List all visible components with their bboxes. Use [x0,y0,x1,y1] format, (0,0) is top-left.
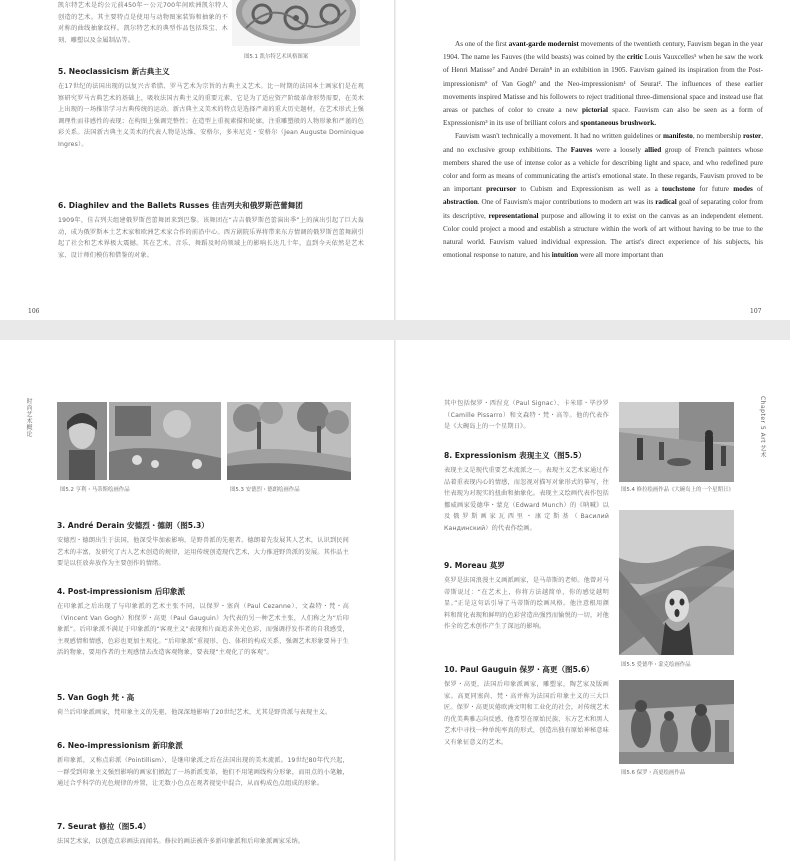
section-neoclassicism [58,66,364,151]
text-run: . One of Fauvism's major contributions to modern art was its [477,198,656,207]
section-heading: 6. Diaghilev and the Ballets Russes 佳吉列夫和俄罗斯芭蕾舞团 [58,201,303,210]
keyword: manifesto [662,132,693,141]
figure-5-4-image [619,402,734,482]
text-run: Fauvism wasn't technically a movement. It had no written guidelines or [455,132,663,141]
keyword: avant-garde modernist [508,40,579,48]
figure-5-6-caption: 图5.6 保罗・高更绘画作品 [621,770,686,776]
section-moreau [444,560,609,633]
keyword: radical [655,198,677,207]
section-derain [57,520,349,570]
seurat-continuation-text: 其中包括保罗・西涅克（Paul Signac）、卡米耶・毕沙罗（Camille Pissarro）和文森特・梵・高等。他的代表作是《大碗岛上的一个星期日》。 [444,400,609,431]
text-run: movements of the twentieth century, Fauvism began in the year 1904. The name les Fauves (the wild beasts) was coined by the [443,40,763,62]
celtic-pattern-image [232,0,360,46]
page-number-left: 106 [28,308,40,315]
section-body: 安德烈・德朗出生于法国，他深受毕加索影响，是野兽派的先驱者。德朗着先发展其人艺术，认识到民间艺术的丰富，发研究了古人艺术创造的规律，运用传统创造现代艺术，大力推进野兽派的发展。其作品主要是以狂放奔放作为主要创作的情绪。 [57,537,349,568]
section-gauguin [444,664,609,749]
text-run: goal of separating color from its descriptive, [443,198,763,220]
section-post-impressionism [57,586,349,659]
figure-5-2-image [57,402,221,480]
section-body: 保罗・高更，法国后印象派画家，雕塑家，陶艺家及版画家。高更同塞尚、梵・高并称为法国后印象主义的三大巨匠。保罗・高更厌倦欧洲文明和工业化的社会，对传统艺术的优美典雅志向反感，他希望在原始民族、东方艺术和黑人艺术中寻找一种单纯率真的形式，创造出独有原始神秘意味又有象征意义的艺术。 [444,681,609,746]
side-tab-right: Chapter 5 Art 艺术 [759,396,766,459]
text-run: space. Fauvism can also be seen as a form of Expressionism³ in its use of brilliant colors and [443,106,763,128]
section-body: 在17世纪的法国出现的以复兴古希腊、罗马艺术为宗旨的古典主义艺术。比一时期的法国本土画家们是在观察研究罗马古典艺术的基础上，吸收法国古典主义的重要元素，它是为了适应资产阶级革命形势需要，在美术上出现的一场推崇学习古典传统的运动。新古典主义美术的特点是选择严肃的重大历史题材，在艺术形式上强调理性而非感性的表现；在构图上强调完整性；在造型上重视素描和轮廓，注重雕塑般的人物形象和严谨的色彩关系。法国新古典主义美术的代表人物是达维、安格尔，多米尼克・安格尔（Jean Auguste Dominique Ingres）。 [58,83,364,148]
section-heading: 8. Expressionism 表现主义（图5.5） [444,451,586,460]
section-heading: 10. Paul Gauguin 保罗・高更（图5.6） [444,665,594,674]
section-body: 在印象派之后出现了与印象派的艺术主张不同，以保罗・塞尚（Paul Cezanne）、文森特・梵・高（Vincent Van Gogh）和保罗・高更（Paul Gauguin）为代表的另一种艺术主张，人们称之为“后印象派”。后印象派不满足于印象派的“客观主义”表现和片面追求外光色彩，而强调抒发作者的自我感受，主观感情和情感，色彩也更加主观化。“后印象派”重视形、色、体积的构成关系，强调艺术形象要异于生活的物象，要用作者的主观感情去改造客观物象，要表现“主观化了的客观”。 [57,603,349,657]
text-run: of [752,185,764,194]
celtic-intro-text: 凯尔特艺术是约公元前450年～公元700年间欧洲凯尔特人创造的艺术。其主要特点是使用与动物图案装饰和抽象的不对称的曲线抽象纹样。凯尔特艺术的典型作品包括珠宝、木刻、雕塑以及金属制品等。 [58,2,228,44]
section-body: 表现主义是现代重要艺术流派之一。表现主义艺术家通过作品着重表现内心的情感，而忽视对描写对象形式的摹写，往往表现为对现实的扭曲和抽象化。表现主义绘画代表作包括挪威画家爱德华・蒙克（Edward Munch）的《呐喊》以及俄罗斯画家瓦西里・康定斯基（Василий Кандинский）的代表作绘画。 [444,467,609,532]
keyword: pictorial [582,106,608,115]
keyword: intuition [551,251,579,260]
section-body: 新印象派，又称点彩派（Pointillism），是继印象派之后在法国出现的美术流派。19世纪80年代兴起，一群受到印象主义强烈影响的画家们掀起了一场新派变革，他们不用笔画线构分形象，而用点的小笔触，通过合乎科学的光色规律的并置，让无数小色点在观者视觉中混合，从而构成色点组成的形象。 [57,757,349,788]
text-run: group of French painters whose members shared the use of intense color as a vehicle for describing light and space, and who redefined pure color and form as means of communicating the artist's emotional state. In these regards, Fauvism proved to be an important [443,145,763,194]
matisse-painting-image [57,402,221,480]
section-body: 莫罗是法国浪漫主义画派画家，是马蒂斯的老师。他曾对马蒂斯说过：“在艺术上，你将方法越简单，你的感觉越明显。”正是这句话引导了马蒂斯的绘画风格。他注意根用颜料和简化表现和鲜明的色彩营造出强烈而愉悦的一切，对他作全的艺术创作产生了深远的影响。 [444,577,609,631]
figure-5-5-image [619,510,734,655]
gauguin-painting-image [619,680,734,764]
figure-5-3-caption: 图5.3 安德烈・德朗绘画作品 [230,487,300,493]
section-heading: 9. Moreau 莫罗 [444,561,505,570]
section-body: 法国艺术家，以创造点彩画法而闻名。修拉的画法被许多新印象派和后印象派画家采纳。 [57,838,305,845]
text-run: , no membership [692,132,743,141]
seurat-painting-image [619,402,734,482]
keyword: modes [733,185,753,194]
section-neo-impressionism [57,740,349,790]
keyword: allied [644,145,662,154]
keyword: representational [488,211,539,220]
keyword: touchstone [662,185,696,194]
text-run: purpose and allowing it to exist on the canvas as an independent element. Color could project a mood and establish a structure within the work of art without having to be true to the natural world. Fauvism valued individual expression. The artist's direct experience of his subjects, his emotional response to nature, and his [443,211,763,260]
munch-scream-image [619,510,734,655]
section-diaghilev [58,200,364,261]
gutter [394,340,396,861]
section-body: 荷兰后印象派画家，梵印象主义的先驱，他深深地影响了20世纪艺术，尤其是野兽派与表现主义。 [57,709,332,716]
text-run: As one of the first [455,40,509,48]
fauvism-english-text [443,38,763,262]
figure-5-6-image [619,680,734,764]
top-spread [0,0,790,320]
section-van-gogh [57,692,349,719]
keyword: critic [626,53,643,62]
derain-painting-image [227,402,351,480]
text-run: for future [695,185,734,194]
section-heading: 3. André Derain 安德烈・德朗（图5.3） [57,521,209,530]
figure-5-3-image [227,402,351,480]
paragraph-1 [443,38,763,130]
figure-5-1-caption: 图5.1 凯尔特艺术风格图案 [244,54,309,60]
figure-5-2-caption: 图5.2 亨利・马蒂斯绘画作品 [60,487,130,493]
figure-5-4-caption: 图5.4 修拉绘画作品《大碗岛上的一个星期日》 [621,487,734,493]
keyword: abstraction [443,198,478,207]
section-expressionism [444,450,609,535]
bottom-spread [0,340,790,861]
section-heading: 5. Neoclassicism 新古典主义 [58,67,170,76]
figure-5-5-caption: 图5.5 爱德华・蒙克绘画作品 [621,662,691,668]
paragraph-2 [443,130,763,262]
keyword: Fauves [570,145,593,154]
text-run: , and no exclusive group exhibitions. The [443,132,764,154]
section-heading: 6. Neo-impressionism 新印象派 [57,741,183,750]
keyword: precursor [486,185,517,194]
page-number-right: 107 [750,308,762,315]
text-run: Louis Vauxcelles⁵ when he saw the work of Henri Matisse⁷ and André Derain⁸ in an exhibition in 1905. Fauvism gained its inspiration from the Post-impressionism⁹ of Van Gogh⁰ and the Neo-impressionism¹ of Seurat². The influences of these earlier movements inspired Matisse and his followers to reject traditional three-dimensional space and instead use flat areas or patches of color to create a new [443,53,763,115]
figure-5-1-image [232,0,360,46]
section-seurat [57,821,349,848]
text-run: were a loosely [592,145,645,154]
section-heading: 7. Seurat 修拉（图5.4） [57,822,151,831]
text-run: to Cubism and Expressionism as well as a [516,185,663,194]
keyword: spontaneous brushwork. [580,119,657,128]
gutter [394,0,396,320]
keyword: roster [742,132,762,141]
text-run: were all more important than [578,251,664,260]
section-body: 1909年，佳吉列夫组建俄罗斯芭蕾舞团来到巴黎。该舞团在“吉吉俄罗斯芭蕾演出季”上的演出引起了巨大轰动，成为俄罗斯本土艺术家和欧洲艺术家合作的前沿中心。西方剧院乐界将带来东方情调的俄罗斯芭蕾舞剧引起了社会和艺术界极大震撼。其在艺术、音乐、舞蹈及时尚领域上的影响长达几十年，直到今天依然是艺术家、设计师们模仿和借鉴的对象。 [58,217,364,259]
side-tab-left: 时尚艺术概论 [25,398,32,437]
section-heading: 4. Post-impressionism 后印象派 [57,587,186,596]
section-heading: 5. Van Gogh 梵・高 [57,693,135,702]
